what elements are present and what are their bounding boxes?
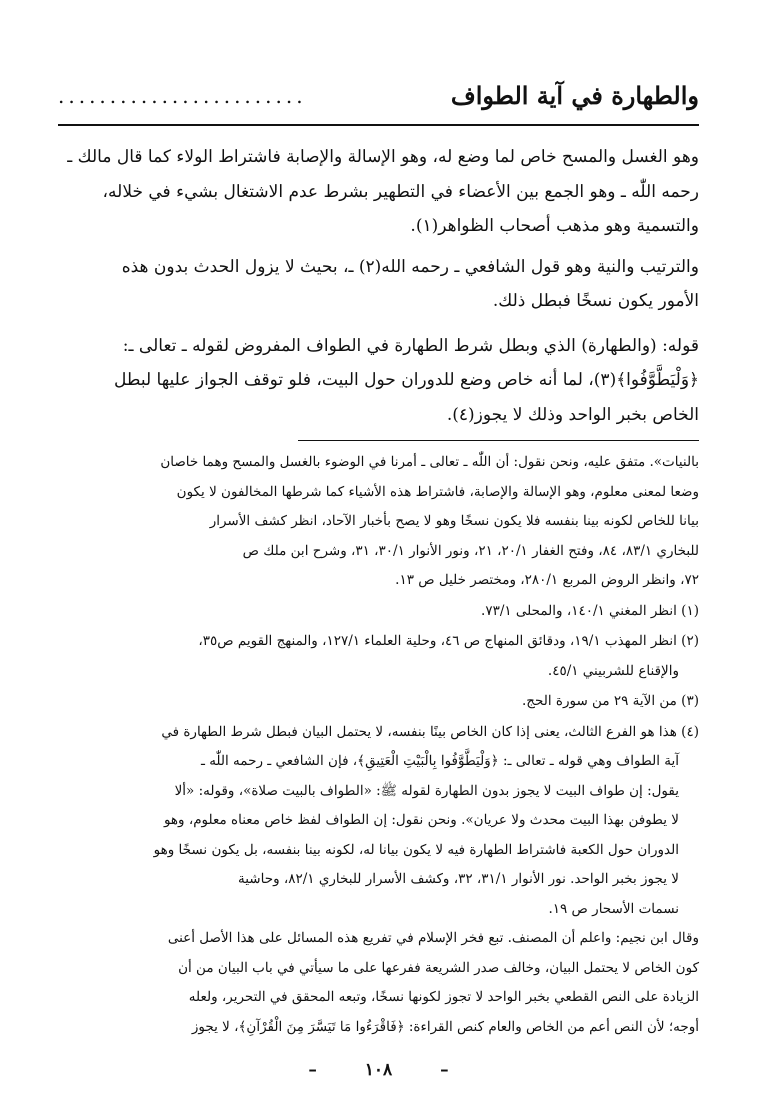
footnote-line: نسمات الأسحار ص ١٩. [548,900,679,917]
footnote-rule [298,440,699,441]
page-number [0,1060,757,1080]
footnote-line: أوجه؛ لأن النص أعم من الخاص والعام كنص القراءة: ﴿فَاقْرَءُوا مَا تَيَسَّرَ مِنَ الْقُرْآنِ﴾، لا يجوز [191,1018,699,1035]
page-number-dash-right: – [308,1060,317,1080]
running-header-title: والطهارة في آية الطواف [450,81,699,110]
footnote-3: (٣) من الآية ٢٩ من سورة الحج. [522,693,699,709]
footnote-line: والإقناع للشربيني ٤٥/١. [547,662,679,679]
main-line: والتسمية وهو مذهب أصحاب الظواهر(١). [410,216,699,236]
footnote-line: للبخاري ٨٣/١، ٨٤، وفتح الغفار ٢٠/١، ٢١، ونور الأنوار ٣٠/١، ٣١، وشرح ابن ملك ص [242,542,699,559]
main-line: رحمه اللّٰه ـ وهو الجمع بين الأعضاء في التطهير بشرط عدم الاشتغال بشيء في خلاله، [102,181,699,202]
main-line: والترتيب والنية وهو قول الشافعي ـ رحمه الله(٢) ـ، بحيث لا يزول الحدث بدون هذه [121,256,699,277]
footnote-line: ٧٢، وانظر الروض المربع ٢٨٠/١، ومختصر خليل ص ١٣. [395,572,699,588]
header-rule [58,124,699,126]
footnote-line: لا يجوز بخبر الواحد. نور الأنوار ٣١/١، ٣٢، وكشف الأسرار للبخاري ٨٢/١، وحاشية [237,871,679,887]
footnote-line: الزيادة على النص القطعي بخبر الواحد لا تجوز لكونها نسخًا، وتبعه المحقق في التحرير، ولعله [188,989,699,1005]
footnote-line: وضعا لمعنى معلوم، وهو الإسالة والإصابة، فاشتراط هذه الأشياء كما شرطها المخالفون لا يكون [176,483,699,500]
footnote-line: لا يطوفن بهذا البيت محدث ولا عريان». ونحن نقول: إن الطواف لفظ خاص معناه معلوم، وهو [163,812,679,828]
footnote-line: آية الطواف وهي قوله ـ تعالى ـ: ﴿وَلْيَطَّوَّفُوا بِالْبَيْتِ الْعَتِيقِ﴾، فإن الشافعي ـ رحمه اللّٰه ـ [200,753,679,769]
main-line: وهو الغسل والمسح خاص لما وضع له، وهو الإسالة والإصابة فاشتراط الولاء كما قال مالك ـ [67,147,699,167]
footnote-2: (٢) انظر المهذب ١٩/١، ودقائق المنهاج ص ٤٦، وحلية العلماء ١٢٧/١، والمنهج القويم ص٣٥، [198,633,699,649]
footnote-line: بالنيات». متفق عليه، ونحن نقول: أن اللّٰه ـ تعالى ـ أمرنا في الوضوء بالغسل والمسح وهما خاصان [160,454,699,470]
running-header [58,78,699,118]
footnote-line: بيانا للخاص لكونه بينا بنفسه فلا يكون نسخًا وهو لا يصح بأخبار الآحاد، انظر كشف الأسرار [209,513,699,529]
footnote-4: (٤) هذا هو الفرع الثالث، يعنى إذا كان الخاص بينًا بنفسه، لا يحتمل البيان فبطل شرط الطهارة في [161,723,699,740]
main-line: ﴿وَلْيَطَّوَّفُوا﴾(٣)، لما أنه خاص وضع للدوران حول البيت، فلو توقف الجواز عليها لبطل [114,370,699,390]
running-header-leader-dots: ........................ [58,84,307,108]
footnote-line: يقول: إن طواف البيت لا يجوز بدون الطهارة لقوله ﷺ: «الطواف بالبيت صلاة»، وقوله: «ألا [174,782,679,799]
main-line: الأمور يكون نسخًا فبطل ذلك. [492,291,699,311]
footnote-line: وقال ابن نجيم: واعلم أن المصنف. تبع فخر الإسلام في تفريع هذه المسائل على هذا الأصل أعنى [167,930,699,946]
footnotes [64,448,699,1042]
page-number-value: ١٠٨ [364,1060,393,1080]
main-line: قوله: (والطهارة) الذي وبطل شرط الطهارة في الطواف المفروض لقوله ـ تعالى ـ: [122,335,699,356]
footnote-line: كون الخاص لا يحتمل البيان، وخالف صدر الشريعة ففرعها على ما سيأتي في باب البيان من أن [178,959,699,976]
footnote-line: الدوران حول الكعبة فاشتراط الطهارة فيه لا يكون بيانا له، لكونه بينا بنفسه، بل يكون نسخًا وهو [153,841,679,858]
main-text [66,140,699,432]
footnote-1: (١) انظر المغني ١٤٠/١، والمحلى ٧٣/١. [481,602,699,619]
page-number-dash-left: – [440,1060,449,1080]
main-line: الخاص بخبر الواحد وذلك لا يجوز(٤). [446,404,699,425]
